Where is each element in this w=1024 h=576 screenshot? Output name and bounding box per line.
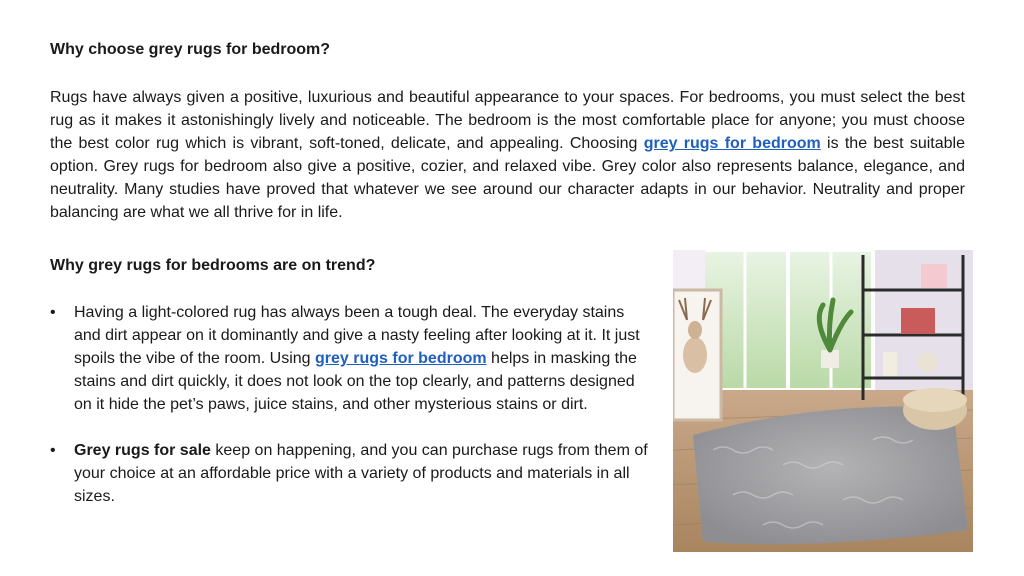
bullet-text: [74, 301, 650, 416]
grey-rugs-link-bullet[interactable]: grey rugs for bedroom: [315, 350, 487, 367]
knit-pouf: [903, 388, 967, 430]
intro-paragraph: [50, 86, 965, 224]
intro-text-part2: is the best suitable option. Grey rugs for bedroom also give a positive, cozier, and relaxed vibe. Grey color also represents balance, elegance, and neutrality. Many studies have proved that whatever we see around our character adapts in our behavior. Neutrality and proper balancing are what we all thrive for in life.: [50, 135, 966, 221]
section-heading-why-choose: Why choose grey rugs for bedroom?: [50, 41, 331, 58]
rug-room-photo: [673, 250, 973, 552]
intro-text-part1: Rugs have always given a positive, luxurious and beautiful appearance to your spaces. For bedrooms, you must select the best rug as it makes it astonishingly lively and noticeable. The bedroom is the most comfortable place for anyone; you must choose the best color rug which is vibrant, soft-toned, delicate, and appealing. Choosing: [50, 89, 965, 152]
grey-rugs-link[interactable]: grey rugs for bedroom: [643, 135, 821, 152]
bullet-marker: •: [50, 304, 56, 321]
deer-art: [673, 290, 721, 420]
bullet-marker: •: [50, 442, 56, 459]
bullet1-text-part2: helps in masking the stains and dirt quickly, it does not look on the top clearly, and patterns designed on it hide the pet’s paws, juice stains, and other mysterious stains or dirt.: [74, 350, 637, 413]
section-heading-on-trend: Why grey rugs for bedrooms are on trend?: [50, 257, 376, 274]
list-item: [50, 301, 650, 416]
bullet-list: [50, 301, 650, 508]
list-item: [50, 439, 650, 508]
bullet1-text-part1: Having a light-colored rug has always been a tough deal. The everyday stains and dirt appear on it dominantly and give a nasty feeling after looking at it. It just spoils the vibe of the room. Using: [74, 304, 640, 367]
bullet2-bold-text: Grey rugs for sale: [74, 442, 211, 459]
rug-room-illustration: [673, 250, 973, 552]
bullet2-text-rest: keep on happening, and you can purchase rugs from them of your choice at an affordable price with a variety of products and materials in all sizes.: [74, 442, 648, 505]
bullet-text: [74, 439, 650, 508]
